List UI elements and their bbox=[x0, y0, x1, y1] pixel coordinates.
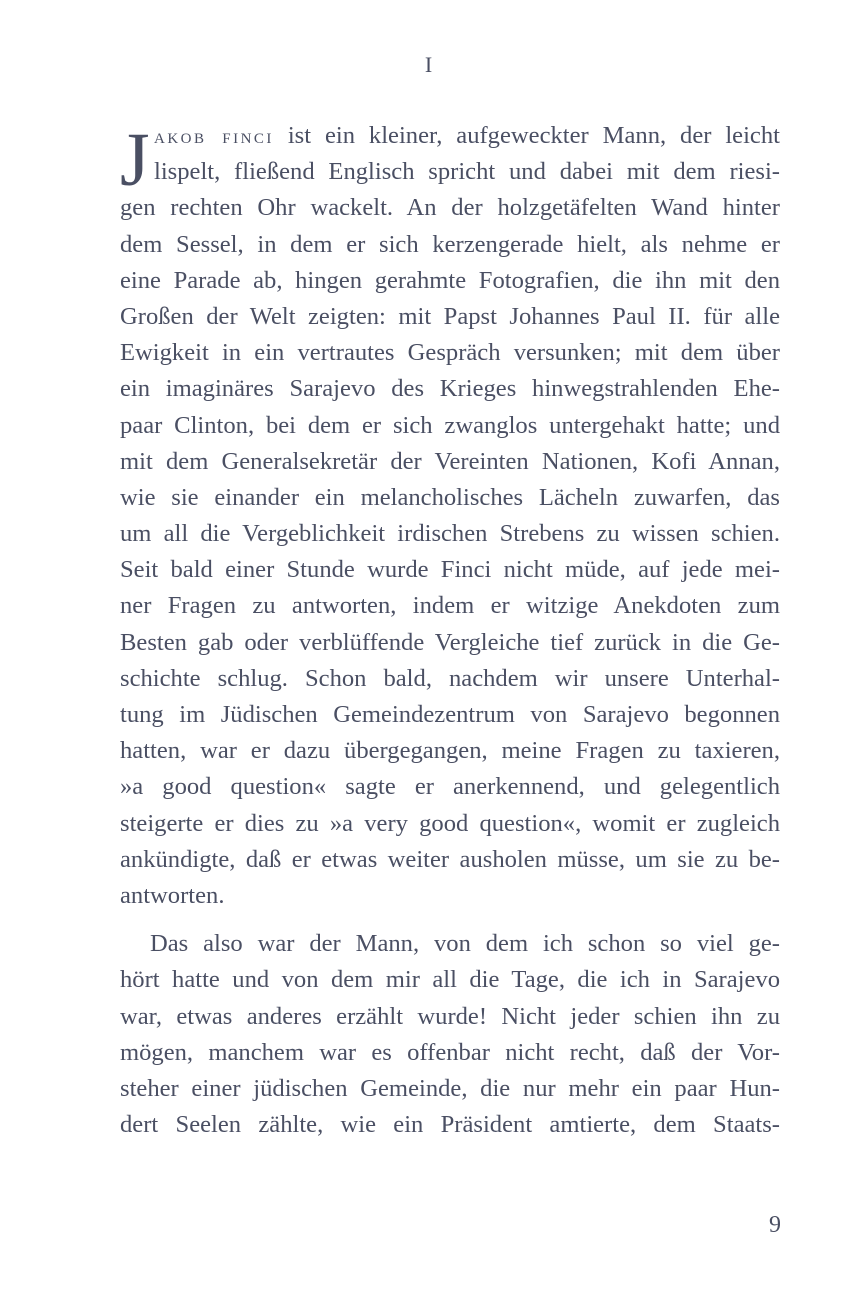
drop-cap: J bbox=[120, 118, 150, 202]
text-line: steher einer jüdischen Gemeinde, die nur mehr ein paar Hun- bbox=[120, 1074, 780, 1102]
text-line: um all die Vergeblichkeit irdischen Strebens zu wissen schien. bbox=[120, 520, 780, 548]
paragraph-gap bbox=[120, 914, 780, 926]
text-line: eine Parade ab, hingen gerahmte Fotografien, die ihn mit den bbox=[120, 266, 780, 294]
text-line: ein imaginäres Sarajevo des Krieges hinwegstrahlenden Ehe- bbox=[120, 375, 780, 403]
page-number: 9 bbox=[769, 1212, 781, 1238]
text-line: mit dem Generalsekretär der Vereinten Nationen, Kofi Annan, bbox=[120, 447, 780, 475]
text-line: Seit bald einer Stunde wurde Finci nicht müde, auf jede mei- bbox=[120, 556, 780, 584]
text-line: schichte schlug. Schon bald, nachdem wir unsere Unterhal- bbox=[120, 664, 780, 692]
text-line: Großen der Welt zeigten: mit Papst Johannes Paul II. für alle bbox=[120, 302, 780, 330]
text-line: hört hatte und von dem mir all die Tage, die ich in Sarajevo bbox=[120, 966, 780, 994]
paragraph-2 bbox=[120, 926, 780, 1143]
text-line: tung im Jüdischen Gemeindezentrum von Sarajevo begonnen bbox=[120, 701, 780, 728]
text-line: dem Sessel, in dem er sich kerzengerade hielt, als nehme er bbox=[120, 230, 780, 258]
text-line: war, etwas anderes erzählt wurde! Nicht jeder schien ihn zu bbox=[120, 1002, 780, 1030]
text-line: hatten, war er dazu übergegangen, meine Fragen zu taxieren, bbox=[120, 737, 780, 765]
text-line: »a good question« sagte er anerkennend, und gelegentlich bbox=[120, 773, 780, 801]
opening-small-caps: akob finci bbox=[154, 123, 274, 148]
text-line: Besten gab oder verblüffende Vergleiche tief zurück in die Ge- bbox=[120, 628, 780, 656]
text-line: antworten. bbox=[120, 881, 225, 909]
text-line: lispelt, fließend Englisch spricht und dabei mit dem riesi- bbox=[154, 158, 780, 186]
text-line: steigerte er dies zu »a very good question«, womit er zugleich bbox=[120, 809, 780, 837]
text-line: mögen, manchem war es offenbar nicht recht, daß der Vor- bbox=[120, 1038, 780, 1066]
paragraph-1 bbox=[120, 118, 780, 914]
text-line: wie sie einander ein melancholisches Lächeln zuwarfen, das bbox=[120, 483, 780, 511]
text-line: gen rechten Ohr wackelt. An der holzgetäfelten Wand hinter bbox=[120, 194, 780, 222]
text-line: dert Seelen zählte, wie ein Präsident amtierte, dem Staats- bbox=[120, 1111, 780, 1139]
text-line: ner Fragen zu antworten, indem er witzige Anekdoten zum bbox=[120, 592, 780, 620]
text-line: Das also war der Mann, von dem ich schon so viel ge- bbox=[150, 930, 780, 958]
body-text bbox=[120, 118, 780, 1143]
text-line: Ewigkeit in ein vertrautes Gespräch versunken; mit dem über bbox=[120, 339, 780, 367]
text-line: paar Clinton, bei dem er sich zwanglos untergehakt hatte; und bbox=[120, 411, 780, 439]
text-line: akob finci ist ein kleiner, aufgeweckter Mann, der leicht bbox=[154, 122, 780, 149]
chapter-number: I bbox=[424, 52, 434, 77]
text-line: ankündigte, daß er etwas weiter ausholen müsse, um sie zu be- bbox=[120, 845, 780, 873]
